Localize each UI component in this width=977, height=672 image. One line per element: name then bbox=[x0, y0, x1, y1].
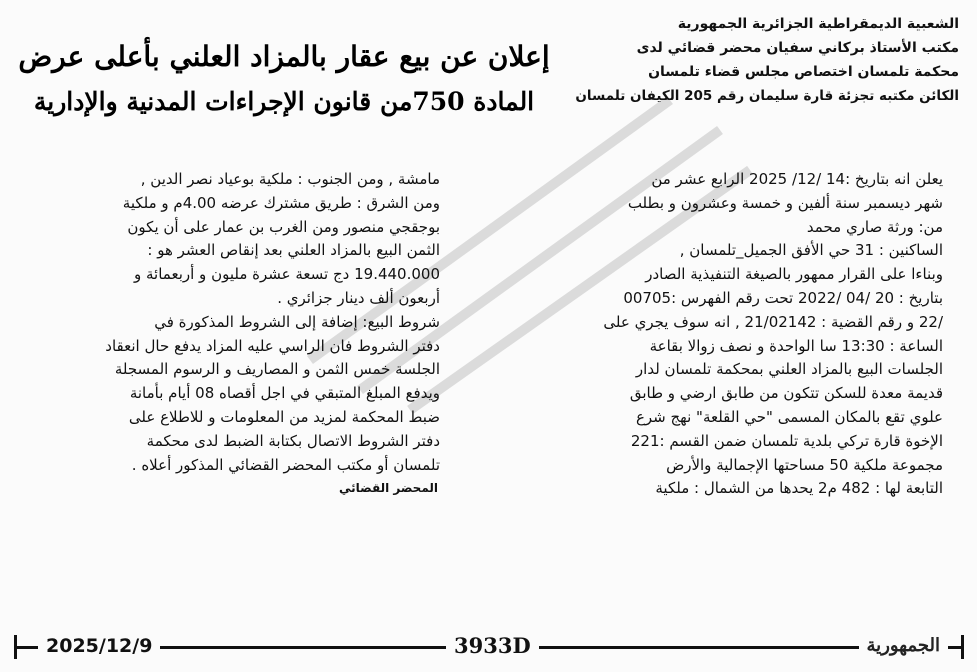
announcement-text-line: مجموعة ملكية 50 مساحتها الإجمالية والأرض bbox=[666, 455, 943, 474]
issue-number: 3933D bbox=[446, 632, 539, 660]
announcement-text-line: أربعون ألف دينار جزائري . bbox=[277, 288, 440, 307]
announcement-text-line: ومن الشرق : طريق مشترك عرضه 4.00م و ملكية bbox=[122, 193, 440, 212]
announcement-text-line: تلمسان أو مكتب المحضر القضائي المذكور أعلاه . bbox=[131, 455, 440, 474]
announcement-text-line: دفتر الشروط الاتصال بكتابة الضبط لدى محكمة bbox=[146, 431, 440, 450]
office-header-line: الكائن مكتبه تجزئة قارة سليمان رقم 205 الكيفان تلمسان bbox=[575, 88, 959, 104]
newspaper-brand: الجمهورية bbox=[859, 632, 948, 660]
announcement-text-line: ويدفع المبلغ المتبقي في اجل أقصاه 08 أيام بأمانة bbox=[129, 384, 440, 403]
announcement-text-line: ضبط المحكمة لمزيد من المعلومات و للاطلاع على bbox=[128, 407, 440, 426]
announcement-text-line: /22 و رقم القضية : 21/02142 , انه سوف يجري على bbox=[603, 312, 943, 331]
body-column-left-lines bbox=[22, 168, 440, 477]
announcement-text-line: الجلسات البيع بالمزاد العلني بمحكمة تلمسان لدار bbox=[635, 360, 943, 379]
office-header-line: مكتب الأستاذ بركاني سفيان محضر قضائي لدى bbox=[636, 40, 959, 56]
page-footer bbox=[14, 630, 964, 664]
announcement-text-line: علوي تقع بالمكان المسمى "حي القلعة" نهج شرع bbox=[635, 407, 943, 426]
announcement-text-line: من: ورثة صاري محمد bbox=[806, 217, 943, 236]
announcement-text-line: شروط البيع: إضافة إلى الشروط المذكورة في bbox=[154, 312, 440, 331]
announcement-text-line: 19.440.000 دج تسعة عشرة مليون و أربعمائة و bbox=[134, 265, 440, 284]
announcement-text-line: التابعة لها : 482 م2 يحدها من الشمال : ملكية bbox=[655, 479, 943, 498]
announcement-text-line: الثمن البيع بالمزاد العلني بعد إنقاص العشر هو : bbox=[147, 241, 440, 260]
announcement-text-line: وبناءا على القرار ممهور بالصيغة التنفيذية الصادر bbox=[645, 265, 943, 284]
bailiff-office-header bbox=[569, 12, 959, 108]
announcement-text-line: قديمة معدة للسكن تتكون من طابق ارضي و طابق bbox=[629, 384, 943, 403]
announcement-text-line: بتاريخ : 20 /04 /2022 تحت رقم الفهرس :00705 bbox=[623, 288, 943, 307]
announcement-text-line: شهر ديسمبر سنة ألفين و خمسة وعشرون و بطلب bbox=[627, 193, 943, 212]
bailiff-signature: المحضر القضائي bbox=[338, 481, 438, 496]
announcement-title: إعلان عن بيع عقار بالمزاد العلني بأعلى عرض bbox=[18, 40, 550, 73]
issue-date: 2025/12/9 bbox=[38, 632, 160, 660]
announcement-text-line: الإخوة قارة تركي بلدية تلمسان ضمن القسم :221 bbox=[630, 431, 943, 450]
announcement-subtitle: المادة 750من قانون الإجراءات المدنية والإدارية bbox=[33, 87, 535, 116]
body-column-left bbox=[22, 168, 440, 608]
announcement-text-line: بوجقجي منصور ومن الغرب بن عمار على أن يكون bbox=[127, 217, 440, 236]
announcement-text-line: مامشة , ومن الجنوب : ملكية بوعياد نصر الدين , bbox=[140, 170, 440, 188]
announcement-text-line: الساكنين : 31 حي الأفق الجميل_تلمسان , bbox=[679, 241, 943, 260]
announcement-text-line: يعلن انه بتاريخ :14 /12/ 2025 الرابع عشر من bbox=[651, 170, 943, 188]
footer-rule-cap-left bbox=[14, 635, 17, 659]
footer-rule-cap-right bbox=[961, 635, 964, 659]
announcement-headline bbox=[14, 32, 554, 130]
announcement-text-line: دفتر الشروط فان الراسي عليه المزاد يدفع حال انعقاد bbox=[105, 336, 440, 355]
announcement-text-line: الساعة : 13:30 سا الواحدة و نصف زوالا بقاعة bbox=[649, 336, 943, 355]
office-header-line: محكمة تلمسان اختصاص مجلس قضاء تلمسان bbox=[648, 64, 959, 80]
office-header-line: الشعبية الديمقراطية الجزائرية الجمهورية bbox=[677, 16, 959, 32]
announcement-text-line: الجلسة خمس الثمن و المصاريف و الرسوم المسجلة bbox=[114, 360, 440, 379]
body-column-right bbox=[533, 168, 943, 608]
